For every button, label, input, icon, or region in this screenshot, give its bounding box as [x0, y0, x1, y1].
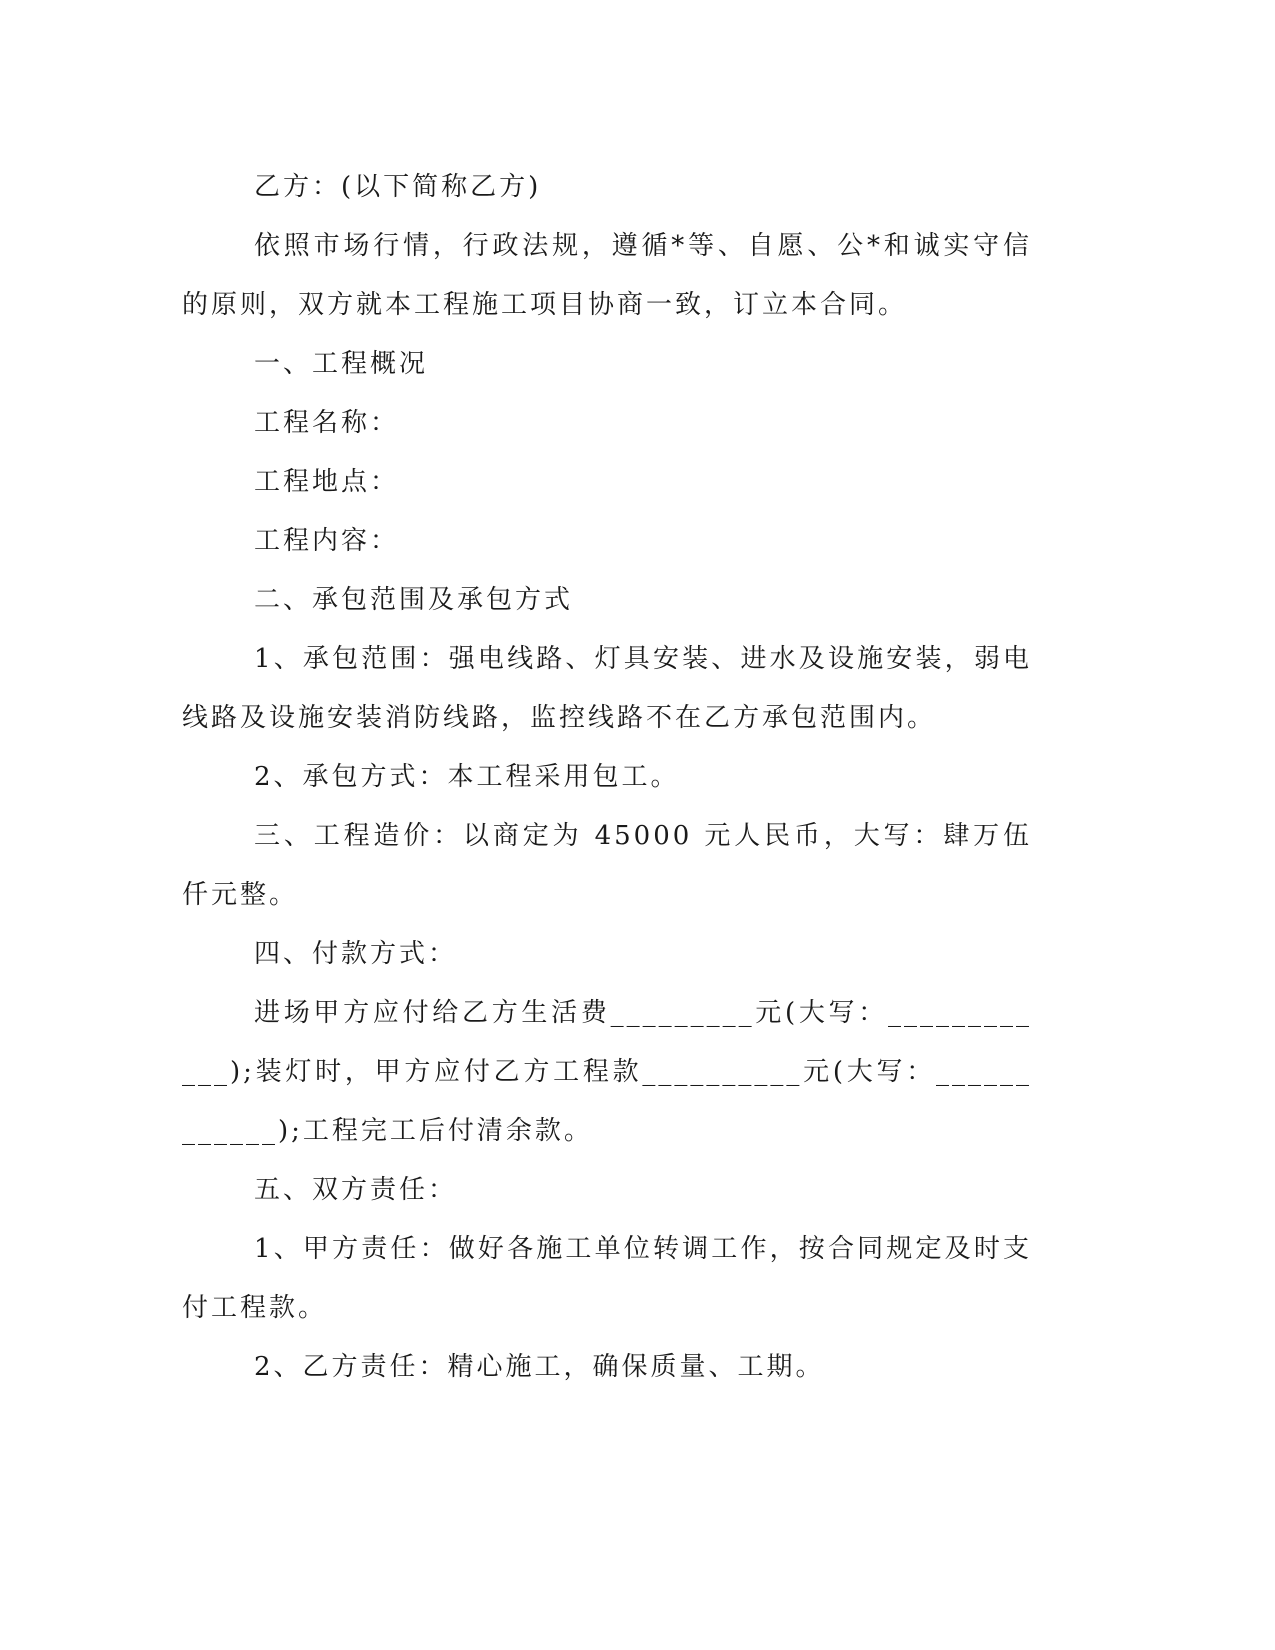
party-a-responsibility-paragraph: 1、甲方责任：做好各施工单位转调工作，按合同规定及时支付工程款。 — [182, 1234, 1032, 1323]
project-location-line: 工程地点： — [254, 467, 400, 497]
project-name-line: 工程名称： — [254, 408, 400, 438]
section-heading-responsibilities: 五、双方责任： — [254, 1175, 458, 1205]
section-heading-scope: 二、承包范围及承包方式 — [254, 585, 574, 615]
party-b-responsibility-paragraph: 2、乙方责任：精心施工，确保质量、工期。 — [254, 1352, 825, 1382]
section-heading-overview: 一、工程概况 — [254, 349, 429, 379]
section-heading-payment: 四、付款方式： — [254, 939, 458, 969]
document-body — [182, 158, 1032, 1397]
payment-paragraph: 进场甲方应付给乙方生活费_________元(大写：____________);装灯时，甲方应付乙方工程款__________元(大写：____________);工程完工后付清余款。 — [182, 998, 1032, 1146]
project-content-line: 工程内容： — [254, 526, 400, 556]
party-b-line: 乙方：(以下简称乙方) — [254, 172, 542, 202]
contract-method-paragraph: 2、承包方式：本工程采用包工。 — [254, 762, 680, 792]
scope-paragraph: 1、承包范围：强电线路、灯具安装、进水及设施安装，弱电线路及设施安装消防线路，监控线路不在乙方承包范围内。 — [182, 644, 1032, 733]
cost-paragraph: 三、工程造价：以商定为 45000 元人民币，大写：肆万伍仟元整。 — [182, 821, 1032, 910]
preamble-paragraph: 依照市场行情，行政法规，遵循*等、自愿、公*和诚实守信的原则，双方就本工程施工项目协商一致，订立本合同。 — [182, 231, 1032, 320]
